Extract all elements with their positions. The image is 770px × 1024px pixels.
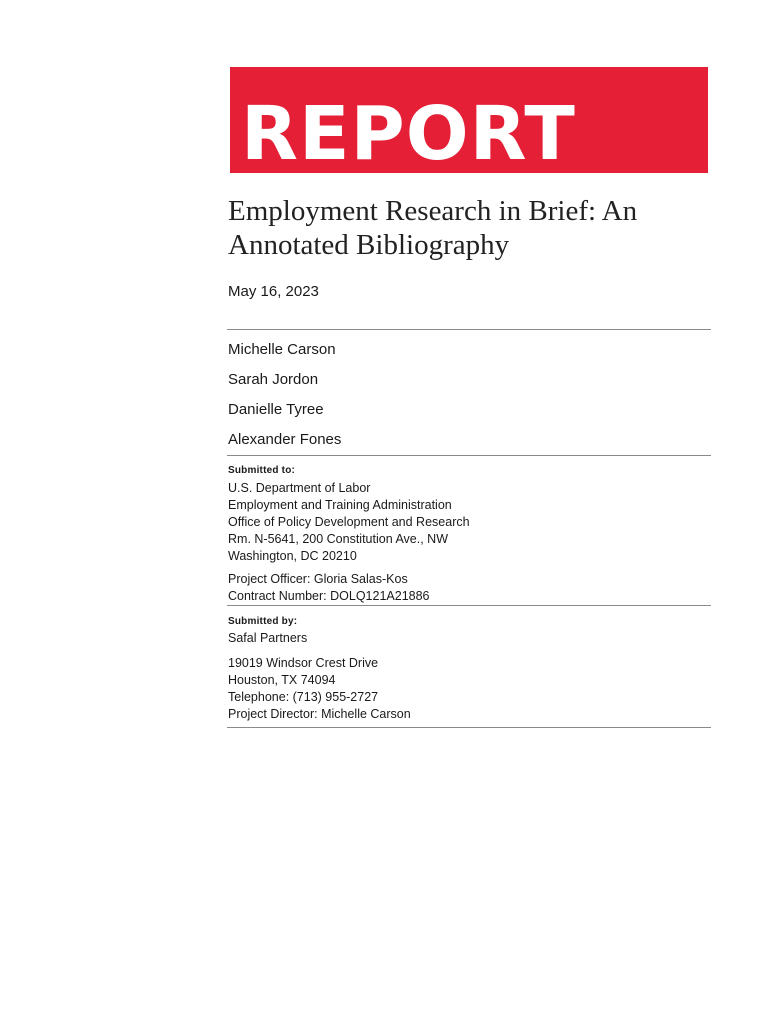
document-title bbox=[228, 194, 698, 262]
submitted-to-label: Submitted to: bbox=[228, 465, 296, 476]
address-line: Employment and Training Administration bbox=[228, 498, 452, 512]
address-line: Office of Policy Development and Research bbox=[228, 515, 470, 529]
address-line: 19019 Windsor Crest Drive bbox=[228, 656, 379, 670]
document-title-line-1: Employment Research in Brief: An bbox=[228, 195, 638, 227]
address-line: U.S. Department of Labor bbox=[228, 481, 371, 495]
submitted-by-label: Submitted by: bbox=[228, 616, 298, 627]
divider-bottom bbox=[227, 727, 711, 728]
author-name: Alexander Fones bbox=[228, 431, 342, 448]
telephone: Telephone: (713) 955-2727 bbox=[228, 690, 379, 704]
project-director: Project Director: Michelle Carson bbox=[228, 707, 411, 721]
divider-authors bbox=[227, 455, 711, 456]
divider-submitted-to bbox=[227, 605, 711, 606]
author-name: Danielle Tyree bbox=[228, 401, 324, 418]
address-line: Washington, DC 20210 bbox=[228, 549, 357, 563]
report-banner bbox=[230, 67, 708, 173]
author-name: Michelle Carson bbox=[228, 341, 336, 358]
address-line: Houston, TX 74094 bbox=[228, 673, 336, 687]
address-line: Rm. N-5641, 200 Constitution Ave., NW bbox=[228, 532, 449, 546]
divider-top bbox=[227, 329, 711, 330]
author-name: Sarah Jordon bbox=[228, 371, 319, 388]
report-date: May 16, 2023 bbox=[228, 283, 319, 300]
submitted-by-address bbox=[228, 630, 411, 723]
report-banner-label: REPORT bbox=[241, 91, 576, 173]
submitted-to-address bbox=[228, 480, 470, 605]
document-title-line-2: Annotated Bibliography bbox=[228, 229, 510, 261]
author-list bbox=[228, 340, 341, 460]
project-officer: Project Officer: Gloria Salas-Kos bbox=[228, 572, 408, 586]
contract-number: Contract Number: DOLQ121A21886 bbox=[228, 589, 430, 603]
organization-name: Safal Partners bbox=[228, 631, 308, 645]
